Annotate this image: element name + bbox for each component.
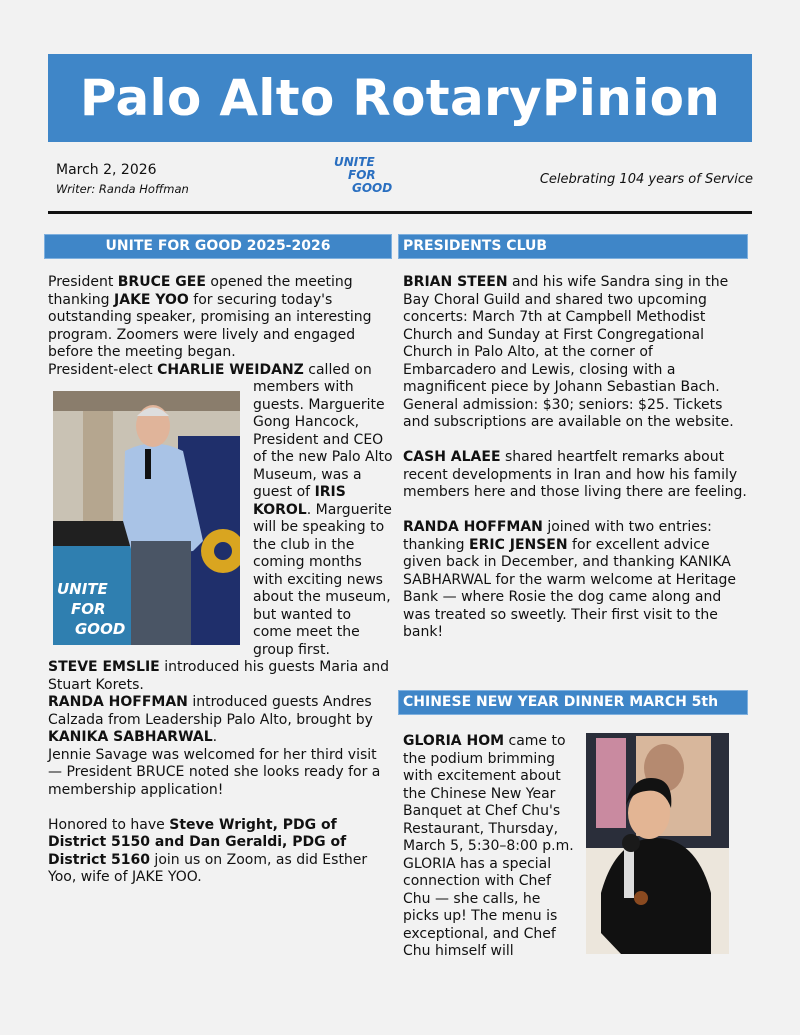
newsletter-title: Palo Alto RotaryPinion [79,69,721,127]
podium-sign-text: FOR [71,600,106,618]
logo-line: FOR [348,168,376,182]
text-run: and his wife Sandra sing in the Bay Choral Guild and shared two upcoming concerts: March 7th at Campbell Methodist Church and Sunday at First Congregational Church in Palo Alto, at the corner of Embarcadero and Lewis, closing with a magnificent piece by Johann Sebastian Bach. General admission: $30; seniors: $25. Tickets and subscriptions are available on the website. [403,274,734,430]
member-name: KANIKA SABHARWAL [48,729,213,745]
paragraph [403,519,749,642]
photo-speaker-at-podium [53,391,240,645]
paragraph [48,659,393,694]
text-run: . [212,729,218,745]
logo-line: UNITE [334,155,375,169]
text-run: President-elect [48,361,158,378]
podium-sign-text: GOOD [75,620,126,638]
text-run: for excellent advice given back in December, and thanking KANIKA SABHARWAL for the warm welcome at Heritage Bank — where Rosie the dog came along and was treated so sweetly. Their first visit to the bank! [403,536,737,640]
paragraph [48,694,393,747]
text-run: shared heartfelt remarks about recent developments in Iran and how his family members here and those living there are feeling. [403,449,747,500]
member-name: GLORIA HOM [403,733,505,749]
member-name: ERIC JENSEN [469,536,568,553]
paragraph-group [403,519,749,642]
member-name: STEVE EMSLIE [48,659,160,675]
text-run: Honored to have [48,816,170,833]
paragraph [48,274,393,362]
section-header-chinese-new-year: CHINESE NEW YEAR DINNER MARCH 5th [398,690,748,715]
member-name: CHARLIE WEIDANZ [157,361,304,378]
text-run: for securing today's outstanding speaker, promising an interesting program. Zoomers were lively and engaged before the meeting began. [48,291,372,360]
text-run: came to the podium brimming with excitement about the Chinese New Year Banquet at Chef Chu's Restaurant, Thursday, March 5, 5:30–8:00 p.m. GLORIA has a special connection with Chef Chu — she calls, he picks up! The menu is exceptional, and Chef Chu himself will [403,733,574,959]
paragraph-group [48,817,393,887]
member-name: BRIAN STEEN [403,274,508,290]
member-name: JAKE YOO [114,291,189,308]
tagline: Celebrating 104 years of Service [539,172,753,187]
text-run: President [48,274,118,290]
divider [48,211,752,214]
member-name: RANDA HOFFMAN [403,519,543,535]
member-name: Steve Wright, PDG of District 5150 and Dan Geraldi, PDG of District 5160 [48,816,347,868]
text-run: introduced his guests Maria and Stuart Korets. [48,659,389,693]
text-run: Jennie Savage was welcomed for her third visit — President BRUCE noted she looks ready for a membership application! [48,746,381,798]
text-run: joined with two entries: thanking [403,519,712,553]
paragraph-group [403,274,749,432]
member-name: BRUCE GEE [117,274,206,290]
paragraph [403,449,749,502]
member-name: RANDA HOFFMAN [48,694,188,710]
unite-for-good-logo [334,156,392,195]
section-header-unite: UNITE FOR GOOD 2025-2026 [44,234,392,259]
text-run: . Marguerite will be speaking to the club in the coming months with exciting news about the museum, but wanted to come meet the group first. [253,501,392,658]
issue-date: March 2, 2026 [56,162,157,178]
left-column [48,274,393,887]
paragraph [48,747,393,800]
text-run: opened the meeting thanking [48,274,353,308]
right-column-chinese-new-year [403,733,749,960]
paragraph-group [403,449,749,502]
writer-credit: Writer: Randa Hoffman [56,182,189,196]
podium-sign-text: UNITE [57,580,108,598]
paragraph [48,817,393,887]
member-name: CASH ALAEE [403,449,501,465]
logo-line: GOOD [352,181,393,195]
text-run: introduced guests Andres Calzada from Leadership Palo Alto, brought by [48,694,373,728]
text-run: called on members with guests. Marguerite Gong Hancock, President and CEO of the new Palo Alto Museum, was a guest of [253,361,393,500]
member-name: IRIS KOROL [253,484,346,518]
text-run: join us on Zoom, as did Esther Yoo, wife of JAKE YOO. [48,851,368,885]
masthead [48,54,752,142]
section-header-presidents-club: PRESIDENTS CLUB [398,234,748,259]
paragraph [403,274,749,432]
photo-gloria-hom [586,733,729,954]
right-column-presidents-club [403,274,749,642]
